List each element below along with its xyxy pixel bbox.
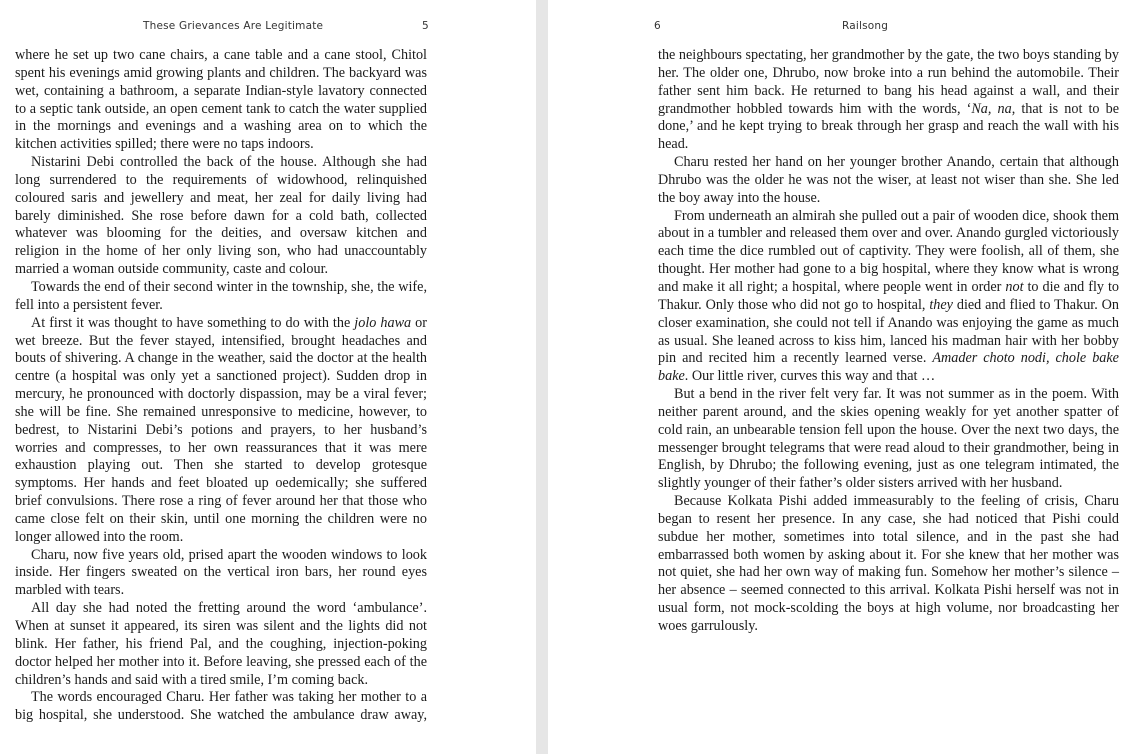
paragraph: Charu, now five years old, prised apart the wooden windows to look inside. Her fingers sweated on the vertical iron bars, her round eyes marbled with tears. [15,546,427,599]
paragraph: where he set up two cane chairs, a cane table and a cane stool, Chitol spent his evenings amid growing plants and children. The backyard was wet, containing a bathroom, a separate Indian-style lavatory connected to a septic tank outside, an open cement tank to catch the water supplied in the mornings and evenings and a washing area on to which the kitchen activities spilled; there were no taps indoors. [15,47,427,153]
italic-text: Amader choto nodi, chole bake bake [658,350,1119,385]
page-number: 5 [422,20,429,32]
text-run: . Our little river, curves this way and that … [684,368,936,385]
paragraph: Towards the end of their second winter in the township, she, the wife, fell into a persistent fever. [15,278,427,313]
running-title: Railsong [842,20,889,32]
paragraph: Because Kolkata Pishi added immeasurably to the feeling of crisis, Charu began to resent her presence. In any case, she had noticed that Pishi could subdue her mother, sometimes into total silence, and in the past she had embarrassed both women by asking about it. For she knew that her mother was not quiet, she had her own way of making fun. Somehow her mother’s silence – her absence – seemed connected to this arrival. Kolkata Pishi herself was not in usual form, not mock-scolding the boys at high volume, nor broadcasting her woes garrulously. [658,493,1119,634]
paragraph: All day she had noted the fretting around the word ‘ambulance’. When at sunset it appeared, its siren was silent and the lights did not blink. Her father, his friend Pal, and the coughing, injection-poking doctor helped her mother into it. Before leaving, she pressed each of the children’s hands and said with a tired smile, I’m coming back. [15,600,427,688]
italic-text: jolo hawa [354,314,412,331]
italic-text: Na, na [971,100,1012,117]
page-number: 6 [654,20,661,32]
body-text [15,47,427,725]
text-run: , that is not to be done,’ and he kept trying to break through her grasp and reach the wall with his head. [658,100,1120,153]
text-run: At first it was thought to have something to do with the [31,314,355,331]
text-run: to die and fly to Thakur. Only those who did not go to hospital, [658,278,1119,313]
paragraph [658,208,1119,386]
paragraph [15,315,427,547]
paragraph: Charu rested her hand on her younger brother Anando, certain that although Dhrubo was the older he was not the wiser, at least not wiser than she. She led the boy away into the house. [658,154,1119,206]
italic-text: not [1005,278,1024,295]
paragraph: Nistarini Debi controlled the back of the house. Although she had long surrendered to the requirements of widowhood, relinquished coloured saris and jewellery and meat, her zeal for daily living had barely diminished. She rose before dawn for a cold bath, collected whatever was blooming for the deities, and oversaw kitchen and religion in the home of her only living son, who had unaccountably married a woman outside community, caste and colour. [15,154,427,278]
text-run: From underneath an almirah she pulled out a pair of wooden dice, shook them about in a tumbler and released them over and over. Anando gurgled victoriously each time the dice rumbled out of captivity. They were foolish, all of them, she thought. Her mother had gone to a big hospital, where they know what is wrong and make it all right; a hospital, where people went in order [658,207,1119,295]
left-page [0,0,536,754]
text-run: the neighbours spectating, her grandmother by the gate, the two boys standing by her. The older one, Dhrubo, now broke into a run behind the automobile. Their father sent him back. He returned to bang his head against a wall, and their grandmother hobbled towards him with the words, ‘ [658,47,1119,117]
paragraph: But a bend in the river felt very far. It was not summer as in the poem. With neither parent around, and the skies opening weakly for yet another spatter of cold rain, an unbearable tension fell upon the house. Over the next two days, the messenger brought telegrams that were read aloud to their grandmother, being in English, by Dhrubo; the following evening, just as one telegram intimated, the slightly younger of their father’s older sisters arrived with her husband. [658,386,1119,492]
italic-text: they [929,296,953,313]
paragraph [658,47,1119,154]
text-run: died and flied to Thakur. On closer examination, she could not tell if Anando was enjoying the game as much as usual. She leaned across to kiss him, lanced his madman hair with her bobby pin and recited him a recently learned verse. [658,296,1119,367]
right-page [548,0,1126,754]
paragraph: The words encouraged Charu. Her father was taking her mother to a big hospital, she understood. She watched the ambulance draw away, [15,689,427,724]
running-title: These Grievances Are Legitimate [143,20,324,32]
text-run: or wet breeze. But the fever stayed, intensified, brought headaches and bouts of shivering. A change in the weather, said the doctor at the health centre (a hospital was only yet a sanctioned project). Sudden drop in mercury, he pronounced with doctorly dispassion, may be a viral fever; she will be fine. She remained unresponsive to medicine, however, to bedrest, to Nistarini Debi’s potions and prayers, to her husband’s worries and compresses, to her own reassurances that it was mere exhaustion playing out. Then she started to develop grotesque symptoms. Her hands and feet bloated up oedemically; she suffered brief convulsions. There rose a ring of fever around her that those who came close felt on their skin, until one morning the children were no longer allowed into the room. [15,314,427,545]
body-text [658,47,1119,636]
